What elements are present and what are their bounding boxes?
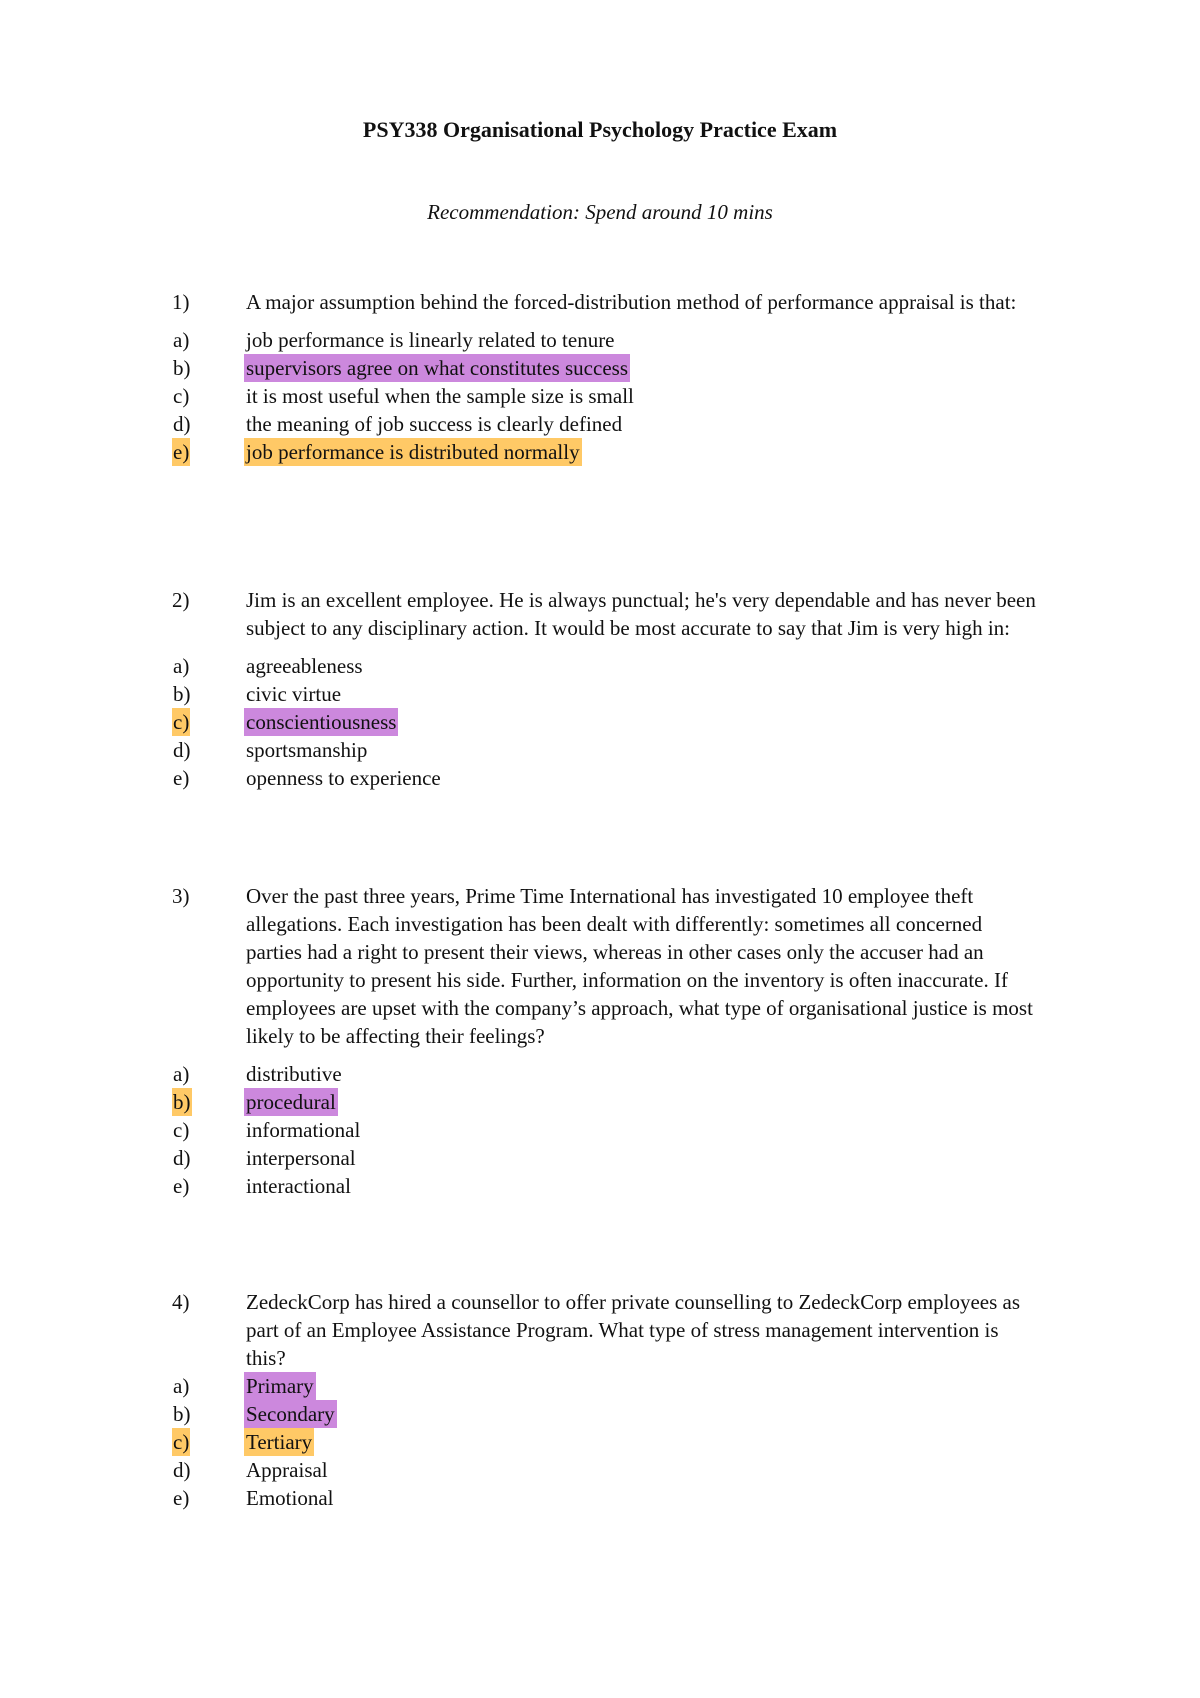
option-text: distributive	[246, 1062, 342, 1086]
option-e	[0, 764, 1200, 792]
option-text-highlighted: supervisors agree on what constitutes success	[246, 356, 628, 380]
question-text: ZedeckCorp has hired a counsellor to offer private counselling to ZedeckCorp employees as part of an Employee Assistance Program. What type of stress management intervention is this?	[246, 1290, 1021, 1370]
option-text: interpersonal	[246, 1146, 356, 1170]
option-c	[0, 1116, 1200, 1144]
option-letter: d)	[173, 1146, 191, 1170]
option-d	[0, 1144, 1200, 1172]
option-letter: e)	[173, 1174, 190, 1198]
option-a	[0, 326, 1200, 354]
option-letter: d)	[173, 1458, 191, 1482]
option-text: Emotional	[246, 1486, 334, 1510]
option-text-highlighted: job performance is distributed normally	[246, 440, 580, 464]
option-text: it is most useful when the sample size is small	[246, 384, 634, 408]
option-b	[0, 354, 1200, 382]
option-c	[0, 1428, 1200, 1456]
question-1	[0, 288, 1200, 466]
question-number: 3)	[172, 884, 190, 908]
option-letter: a)	[173, 1062, 190, 1086]
option-letter: a)	[173, 1374, 190, 1398]
option-text: Appraisal	[246, 1458, 328, 1482]
recommendation-note: Recommendation: Spend around 10 mins	[427, 200, 773, 224]
option-d	[0, 410, 1200, 438]
option-letter: e)	[173, 1486, 190, 1510]
option-letter: d)	[173, 412, 191, 436]
option-letter-highlighted: e)	[173, 440, 190, 464]
option-letter-highlighted: c)	[173, 710, 190, 734]
option-text-highlighted: Secondary	[246, 1402, 335, 1426]
option-b	[0, 1088, 1200, 1116]
option-c	[0, 708, 1200, 736]
option-b	[0, 680, 1200, 708]
question-number: 2)	[172, 588, 190, 612]
option-letter: d)	[173, 738, 191, 762]
option-d	[0, 736, 1200, 764]
option-a	[0, 1372, 1200, 1400]
option-a	[0, 652, 1200, 680]
option-letter: b)	[173, 682, 191, 706]
question-2	[0, 586, 1200, 792]
option-text-highlighted: Tertiary	[246, 1430, 313, 1454]
question-number: 4)	[172, 1290, 190, 1314]
option-e	[0, 1484, 1200, 1512]
option-text: agreeableness	[246, 654, 363, 678]
option-text: informational	[246, 1118, 361, 1142]
option-letter: b)	[173, 1402, 191, 1426]
option-letter: a)	[173, 654, 190, 678]
option-text: interactional	[246, 1174, 351, 1198]
page-title: PSY338 Organisational Psychology Practice Exam	[362, 117, 838, 142]
option-b	[0, 1400, 1200, 1428]
option-text: the meaning of job success is clearly defined	[246, 412, 623, 436]
option-text: job performance is linearly related to tenure	[246, 328, 615, 352]
question-3	[0, 882, 1200, 1200]
option-d	[0, 1456, 1200, 1484]
option-text: sportsmanship	[246, 738, 368, 762]
question-4	[0, 1288, 1200, 1512]
question-text: A major assumption behind the forced-distribution method of performance appraisal is that:	[246, 290, 1017, 314]
option-letter-highlighted: c)	[173, 1430, 190, 1454]
option-text-highlighted: Primary	[246, 1374, 314, 1398]
option-c	[0, 382, 1200, 410]
question-text: Over the past three years, Prime Time International has investigated 10 employee theft allegations. Each investigation has been dealt with differently: sometimes all concerned parties had a right to present their views, whereas in other cases only the accuser had an opportunity to present his side. Further, information on the inventory is often inaccurate. If employees are upset with the company’s approach, what type of organisational justice is most likely to be affecting their feelings?	[246, 884, 1033, 1048]
question-text: Jim is an excellent employee. He is always punctual; he's very dependable and has never been subject to any disciplinary action. It would be most accurate to say that Jim is very high in:	[246, 588, 1036, 640]
option-letter: b)	[173, 356, 191, 380]
option-letter: a)	[173, 328, 190, 352]
option-text-highlighted: procedural	[246, 1090, 336, 1114]
option-e	[0, 1172, 1200, 1200]
option-e	[0, 438, 1200, 466]
option-text: openness to experience	[246, 766, 441, 790]
option-letter-highlighted: b)	[173, 1090, 191, 1114]
option-letter: e)	[173, 766, 190, 790]
option-letter: c)	[173, 384, 190, 408]
option-letter: c)	[173, 1118, 190, 1142]
option-a	[0, 1060, 1200, 1088]
option-text: civic virtue	[246, 682, 342, 706]
question-number: 1)	[172, 290, 190, 314]
option-text-highlighted: conscientiousness	[246, 710, 397, 734]
